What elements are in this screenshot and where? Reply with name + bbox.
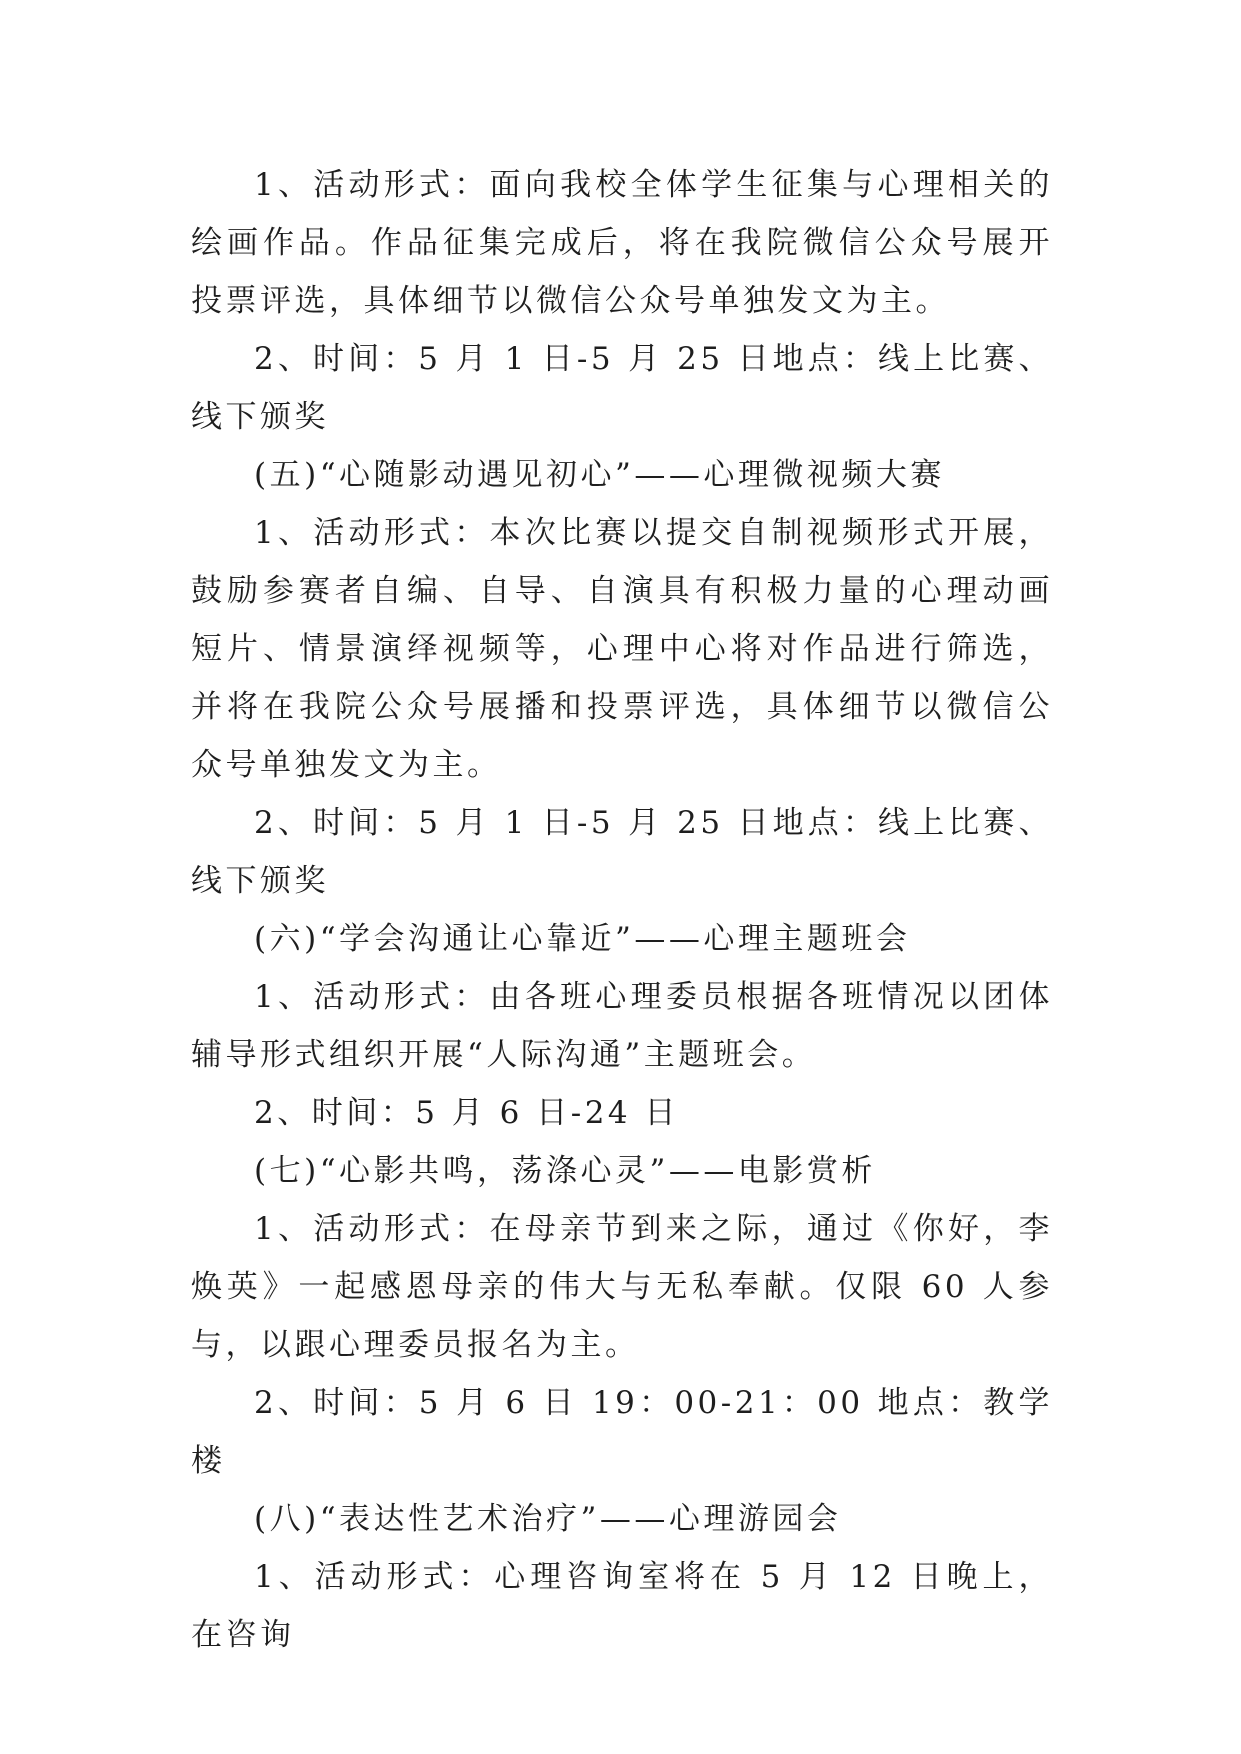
paragraph-painting-time: 2、时间：5 月 1 日-5 月 25 日地点：线上比赛、线下颁奖 [191,341,1053,435]
paragraph-video-time: 2、时间：5 月 1 日-5 月 25 日地点：线上比赛、线下颁奖 [191,805,1053,899]
document-body [191,156,1053,1664]
section-heading-5: (五)“心随影动遇见初心”——心理微视频大赛 [254,457,945,493]
paragraph-classmeeting-form: 1、活动形式：由各班心理委员根据各班情况以团体辅导形式组织开展“人际沟通”主题班会。 [191,979,1053,1073]
paragraph-classmeeting-time: 2、时间：5 月 6 日-24 日 [254,1095,680,1131]
section-heading-8: (八)“表达性艺术治疗”——心理游园会 [254,1501,842,1537]
paragraph-video-form: 1、活动形式：本次比赛以提交自制视频形式开展，鼓励参赛者自编、自导、自演具有积极力量的心理动画短片、情景演绎视频等，心理中心将对作品进行筛选，并将在我院公众号展播和投票评选，具体细节以微信公众号单独发文为主。 [191,515,1053,783]
section-heading-7: (七)“心影共鸣，荡涤心灵”——电影赏析 [254,1153,876,1189]
section-heading-6: (六)“学会沟通让心靠近”——心理主题班会 [254,921,911,957]
paragraph-painting-form: 1、活动形式：面向我校全体学生征集与心理相关的绘画作品。作品征集完成后，将在我院微信公众号展开投票评选，具体细节以微信公众号单独发文为主。 [191,167,1053,319]
paragraph-movie-form: 1、活动形式：在母亲节到来之际，通过《你好，李焕英》一起感恩母亲的伟大与无私奉献。仅限 60 人参与，以跟心理委员报名为主。 [191,1211,1053,1363]
paragraph-fair-form: 1、活动形式：心理咨询室将在 5 月 12 日晚上，在咨询 [191,1559,1053,1653]
paragraph-movie-time: 2、时间：5 月 6 日 19：00-21：00 地点：教学楼 [191,1385,1053,1479]
